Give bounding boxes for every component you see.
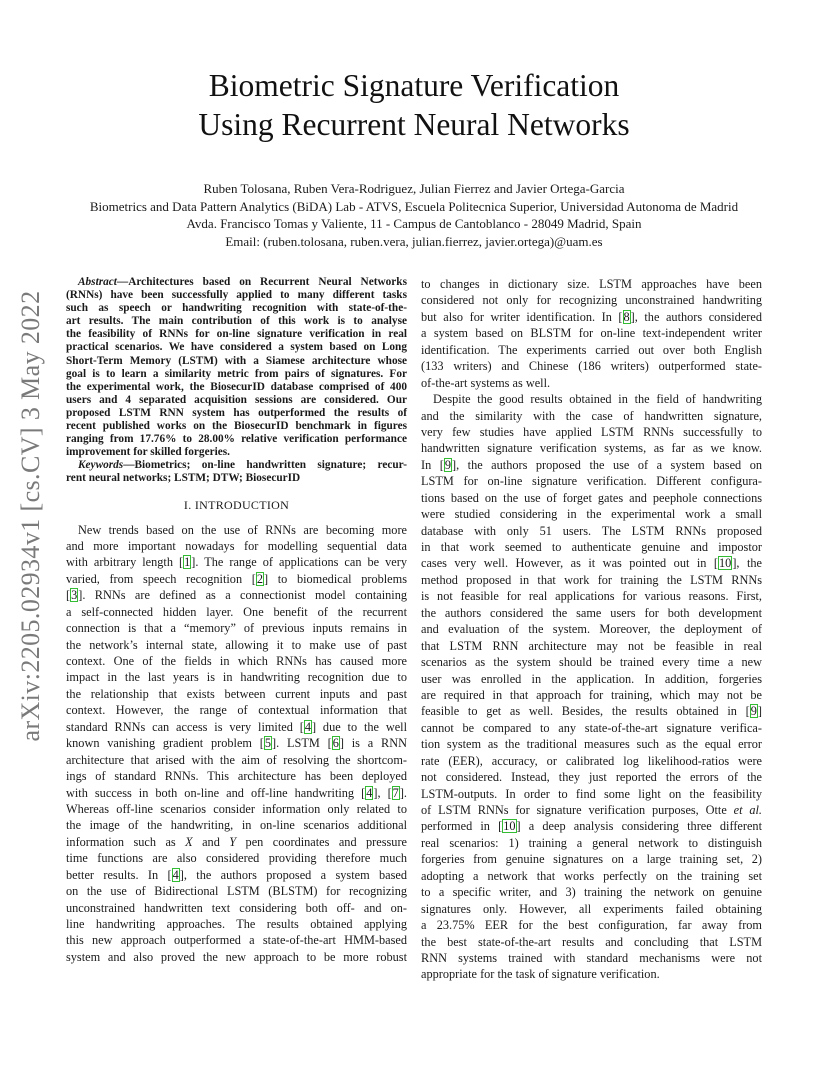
text-line: Whereas off-line scenarios consider information only related to [66,801,407,816]
arxiv-identifier-stamp [14,281,48,751]
citation-link[interactable]: 9 [750,704,757,719]
text-line: but also for writer identification. In [8], the authors considered [421,309,762,324]
keywords-label: Keywords [78,459,124,472]
citation-link[interactable]: 6 [332,736,339,751]
text-line: very few studies have applied LSTM RNNs successfully to [421,424,762,439]
abstract-line: such as speech or handwriting recognition with state-of-the- [66,302,407,315]
abstract-line: art results. The main contribution of this work is to analyse [66,315,407,328]
section-number: I. [183,497,192,512]
section-title: INTRODUCTION [194,497,290,512]
text-line: on the use of Bidirectional LSTM (BLSTM) for recognizing [66,884,407,899]
abstract [66,276,407,486]
text-line: feasible to get as well. Besides, the results obtained in [9] [421,704,762,719]
text-line: the relationship that exists between current inputs and past [66,686,407,701]
email: Email: (ruben.tolosana, ruben.vera, julian.fierrez, javier.ortega)@uam.es [225,233,603,249]
text-line: ings of standard RNNs. This architecture has been deployed [66,769,407,784]
text-line: RNN systems trained with standard mechanisms were not [421,950,762,965]
text-line: rate (EER), accuracy, or calibrated log likelihood-ratios were [421,753,762,768]
abstract-line: the feasibility of RNNs for on-line signature verification in real [66,328,407,341]
citation-link[interactable]: 10 [503,819,516,834]
text-line: and more important nowadays for modelling sequential data [66,538,407,553]
text-line: considered not only for recognizing unconstrained handwriting [421,293,762,308]
abstract-line: Short-Term Memory (LSTM) with a Siamese architecture whose [66,354,407,367]
text-line: database with only 51 users. The LSTM RNNs proposed [421,523,762,538]
text-line: that LSTM RNN architecture may not be feasible in real [421,638,762,653]
text-line: known vanishing gradient problem [5]. LSTM [6] is a RNN [66,736,407,751]
text-line: adopting a network that works perfectly on the training set [421,868,762,883]
text-line: a system based on BLSTM for on-line text-independent writer [421,326,762,341]
text-line: New trends based on the use of RNNs are becoming more [78,522,407,537]
text-line: and the similarity with the case of handwritten signature, [421,408,762,423]
text-line: to changes in dictionary size. LSTM approaches have been [421,277,762,291]
abstract-line: the experimental work, the BiosecurID database comprised of 400 [66,380,407,393]
text-line: connection is that a “memory” of previous inputs remains in [66,621,407,636]
text-line: user was enrolled in the application. In addition, forgeries [421,671,762,686]
text-line: tions based on the use of forget gates and peephole connections [421,490,762,505]
authors: Ruben Tolosana, Ruben Vera-Rodriguez, Julian Fierrez and Javier Ortega-Garcia [203,181,625,196]
text-line: identification. The experiments carried out over both English [421,342,762,357]
text-line: cannot be compared to any state-of-the-art signature verifica- [421,720,762,735]
text-line: the network’s internal state, allowing it to make use of past [66,637,407,652]
text-line: tion system as the traditional measures such as the equal error [421,737,762,752]
abstract-line: goal is to learn a similarity metric from pairs of signatures. For [66,367,407,380]
text-line: real scenarios: 1) training a general network to distinguish [421,835,762,850]
text-line: time functions are also considered providing therefore much [66,851,407,866]
citation-link[interactable]: 9 [444,457,451,472]
section-heading [66,497,407,513]
text-line: architecture that arised with the aim of resolving the shortcom- [66,752,407,767]
text-line: information such as X and Y pen coordinates and pressure [66,834,408,849]
citation-link[interactable]: 4 [366,785,373,800]
text-line: performed in [10] a deep analysis considering three different [421,819,762,834]
text-line: the image of the handwriting, in on-line scenarios additional [66,818,407,833]
text-line: with success in both on-line and off-line handwriting [4], [7]. [66,785,407,800]
intro-paragraph [66,522,407,966]
citation-link[interactable]: 2 [256,571,263,586]
abstract-line: proposed LSTM RNN system has outperformed the results of [66,406,407,419]
text-line: cases very well. However, as it was pointed out in [10], the [421,556,762,571]
text-line: (133 writers) and Chinese (186 writers) outperformed state- [421,359,762,374]
text-line: is not feasible for real applications for various reasons. First, [421,589,762,604]
text-line: LSTM for on-line signature verification. Different configura- [421,474,762,489]
citation-link[interactable]: 1 [184,555,191,570]
paragraph [421,276,762,391]
abstract-line: improvement for skilled forgeries. [66,446,230,459]
text-line: varied, from speech recognition [2] to biomedical problems [66,571,407,586]
citation-link[interactable]: 4 [172,867,179,882]
text-line: of-the-art systems as well. [421,375,551,390]
text-line: signatures only. However, all experiments failed obtaining [421,901,762,916]
address: Avda. Francisco Tomas y Valiente, 11 - Campus de Cantoblanco - 28049 Madrid, Spain [186,216,642,231]
citation-link[interactable]: 7 [392,785,399,800]
arxiv-identifier-text: arXiv:2205.02934v1 [cs.CV] 3 May 2022 [16,290,45,742]
abstract-line: recent published works on the BiosecurID benchmark in figures [66,420,407,433]
text-line: method proposed in that work for training the LSTM RNNs [421,572,762,587]
text-line: appropriate for the task of signature verification. [421,967,660,982]
text-line: of LSTM RNNs for signature verification purposes, Otte et al. [421,803,763,817]
text-line: the best state-of-the-art results and concluding that LSTM [421,934,762,949]
affiliation: Biometrics and Data Pattern Analytics (BiDA) Lab - ATVS, Escuela Politecnica Superior, Universidad Autonoma de Madrid [89,198,739,214]
right-column [421,276,762,983]
title-line-2: Using Recurrent Neural Networks [198,107,630,142]
text-line: and evaluation of the system. Moreover, the deployment of [421,622,762,637]
text-line: impact in the last years is in handwriting recognition due to [66,670,407,685]
title-line-1: Biometric Signature Verification [208,68,620,103]
text-line: unconstrained handwritten text considering both off- and on- [66,900,407,915]
text-line: standard RNNs can access is very limited [4] due to the well [66,719,407,734]
text-line: not considered. Instead, they just reported the errors of the [421,770,762,785]
text-line: context. However, the range of contextual information that [66,703,407,718]
abstract-line: (RNNs) have been successfully applied to many different tasks [66,289,407,302]
text-line: are required in that approach for training, which may not be [421,687,762,702]
text-line: line handwriting approaches. The results obtained applying [66,917,407,931]
abstract-line: practical scenarios. We have considered a system based on Long [66,341,407,354]
text-line: In [9], the authors proposed the use of a system based on [421,457,762,472]
paper-title [0,66,828,144]
abstract-line: users and 4 separated acquisition sessions are considered. Our [66,393,407,406]
text-line: forgeries from genuine signatures on a large training set, 2) [421,852,762,867]
left-column [66,276,407,965]
paragraph [421,391,762,983]
abstract-label: Abstract [78,276,117,288]
text-line: this new approach outperformed a state-of-the-art HMM-based [66,933,407,948]
text-line: with arbitrary length [1]. The range of applications can be very [66,555,408,570]
text-line: a self-connected hidden layer. One benefit of the recurrent [66,604,407,619]
text-line: a 23.75% EER for the best configuration, far away from [421,918,762,933]
keywords-line: Keywords—Biometrics; on-line handwritten signature; recur- [78,459,407,472]
text-line: [3]. RNNs are defined as a connectionist model containing [66,588,407,603]
text-line: in that work seemed to authenticate genuine and impostor [421,540,762,554]
abstract-line: Abstract—Architectures based on Recurrent Neural Networks [78,276,407,288]
text-line: Despite the good results obtained in the field of handwriting [433,392,762,407]
text-line: better results. In [4], the authors proposed a system based [66,867,407,882]
keywords-line: rent neural networks; LSTM; DTW; BiosecurID [66,472,301,485]
text-line: were studied considering in the experimental work a small [421,507,762,522]
citation-link[interactable]: 10 [719,556,732,571]
text-line: handwritten signature verification systems, as far as we know. [421,441,762,456]
text-line: system and also proved the new approach to be more robust [66,949,407,964]
text-line: the authors considered the same users for both development [421,605,762,620]
text-line: context. One of the fields in which RNNs has caused more [66,654,407,668]
citation-link[interactable]: 5 [264,736,272,751]
text-line: to a specific writer, and 3) training the network on genuine [421,885,762,900]
text-line: scenarios as the system should be trained every time a new [421,655,762,670]
citation-link[interactable]: 3 [71,588,78,603]
citation-link[interactable]: 4 [304,719,311,734]
citation-link[interactable]: 8 [623,309,630,324]
author-block [0,180,828,250]
text-line: LSTM-outputs. In order to find some light on the feasibility [421,786,762,801]
abstract-line: ranging from 17.76% to 28.00% relative verification performance [66,433,407,446]
